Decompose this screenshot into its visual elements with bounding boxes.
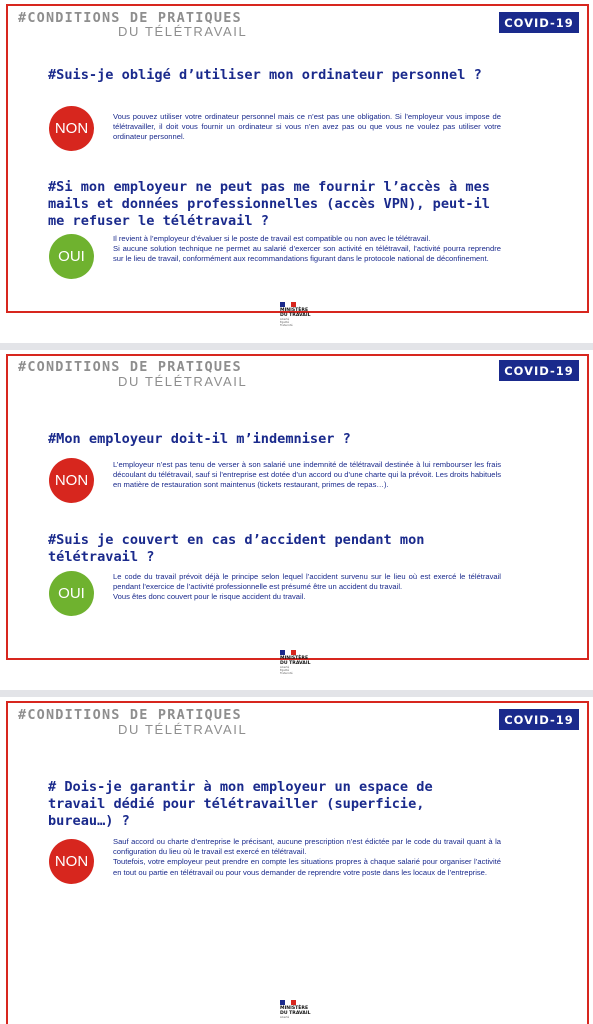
ministere-motto: Liberté bbox=[280, 1016, 290, 1020]
answer-paragraph: Vous êtes donc couvert pour le risque accident du travail. bbox=[113, 592, 306, 602]
answer-badge-non: NON bbox=[49, 458, 94, 503]
slide-1 bbox=[0, 0, 593, 343]
answer-text bbox=[113, 837, 501, 878]
header-subtitle: DU TÉLÉTRAVAIL bbox=[118, 374, 248, 389]
covid-badge: COVID-19 bbox=[499, 360, 579, 381]
question-title: # Dois-je garantir à mon employeur un espace de travail dédié pour télétravailler (superficie, bureau…) ? bbox=[48, 779, 433, 829]
header-title: #CONDITIONS DE PRATIQUES bbox=[18, 359, 248, 375]
question-title: #Suis je couvert en cas d’accident pendant mon télétravail ? bbox=[48, 532, 425, 565]
header-title: #CONDITIONS DE PRATIQUES bbox=[18, 707, 248, 723]
ministere-name: DU TRAVAIL bbox=[280, 313, 311, 319]
question-title: #Suis-je obligé d’utiliser mon ordinateur personnel ? bbox=[48, 67, 482, 83]
answer-text bbox=[113, 234, 501, 265]
slide-3 bbox=[0, 697, 593, 1024]
answer-badge-oui: OUI bbox=[49, 234, 94, 279]
answer-paragraph: Le code du travail prévoit déjà le principe selon lequel l’accident survenu sur le lieu où est exercé le télétravail pendant l’exercice de l’activité professionnelle est présumé être un accident du travail. bbox=[113, 572, 501, 592]
covid-badge: COVID-19 bbox=[499, 12, 579, 33]
question-title: #Mon employeur doit-il m’indemniser ? bbox=[48, 431, 351, 447]
flag-icon bbox=[280, 1000, 296, 1005]
slide-frame bbox=[6, 4, 589, 313]
flag-icon bbox=[280, 650, 296, 655]
question-title: #Si mon employeur ne peut pas me fournir l’accès à mes mails et données professionnelles (accès VPN), peut-il me refuser le télétravail ? bbox=[48, 179, 490, 229]
answer-text bbox=[113, 112, 501, 143]
answer-paragraph: Sauf accord ou charte d’entreprise le précisant, aucune prescription n’est édictée par le code du travail quant à la configuration du lieu où le travail est exercé en télétravail. bbox=[113, 837, 501, 857]
ministere-logo bbox=[280, 1000, 320, 1019]
ministere-motto: Liberté bbox=[280, 318, 290, 322]
header-title: #CONDITIONS DE PRATIQUES bbox=[18, 10, 248, 26]
ministere-name: MINISTÈRE bbox=[280, 656, 309, 661]
answer-text bbox=[113, 460, 501, 491]
slide-separator bbox=[0, 690, 593, 697]
ministere-motto: Égalité bbox=[280, 669, 289, 673]
ministere-motto: Égalité bbox=[280, 321, 289, 325]
header-subtitle: DU TÉLÉTRAVAIL bbox=[118, 722, 248, 737]
answer-badge-oui: OUI bbox=[49, 571, 94, 616]
ministere-name: DU TRAVAIL bbox=[280, 1011, 311, 1017]
ministere-name: MINISTÈRE bbox=[280, 308, 309, 313]
covid-badge: COVID-19 bbox=[499, 709, 579, 730]
answer-text bbox=[113, 572, 501, 603]
ministere-name: DU TRAVAIL bbox=[280, 661, 311, 667]
ministere-name: MINISTÈRE bbox=[280, 1006, 309, 1011]
answer-paragraph: Toutefois, votre employeur peut prendre en compte les situations propres à chaque salarié pour organiser l’activité en tout ou partie en télétravail ou pour vous demander de reprendre votre poste dans les locaux de l’entreprise. bbox=[113, 857, 501, 877]
answer-paragraph: Si aucune solution technique ne permet au salarié d’exercer son activité en télétravail, l’activité pourra reprendre sur le lieu de travail, conformément aux recommandations figurant dans le protocole national de déconfinement. bbox=[113, 244, 501, 264]
ministere-motto: Liberté bbox=[280, 666, 290, 670]
ministere-motto: Fraternité bbox=[280, 324, 293, 328]
answer-paragraph: Il revient à l’employeur d’évaluer si le poste de travail est compatible ou non avec le télétravail. bbox=[113, 234, 431, 243]
slide-separator bbox=[0, 343, 593, 350]
ministere-logo bbox=[280, 302, 320, 327]
flag-icon bbox=[280, 302, 296, 307]
answer-paragraph: L’employeur n’est pas tenu de verser à son salarié une indemnité de télétravail destinée à lui rembourser les frais découlant du télétravail, sauf si l’entreprise est dotée d’un accord ou d’une charte qui la prévoit. Les droits habituels en matière de restauration sont maintenus (tickets restaurant, primes de repas…). bbox=[113, 460, 501, 490]
answer-badge-non: NON bbox=[49, 839, 94, 884]
slide-frame bbox=[6, 354, 589, 660]
answer-badge-non: NON bbox=[49, 106, 94, 151]
ministere-motto: Fraternité bbox=[280, 672, 293, 676]
ministere-logo bbox=[280, 650, 320, 675]
answer-paragraph: Vous pouvez utiliser votre ordinateur personnel mais ce n’est pas une obligation. Si l’employeur vous impose de télétravailler, il doit vous fournir un ordinateur si vous n’en avez pas ou que vous ne voulez pas utiliser votre ordinateur personnel. bbox=[113, 112, 501, 142]
header-subtitle: DU TÉLÉTRAVAIL bbox=[118, 24, 248, 39]
slide-2 bbox=[0, 350, 593, 690]
